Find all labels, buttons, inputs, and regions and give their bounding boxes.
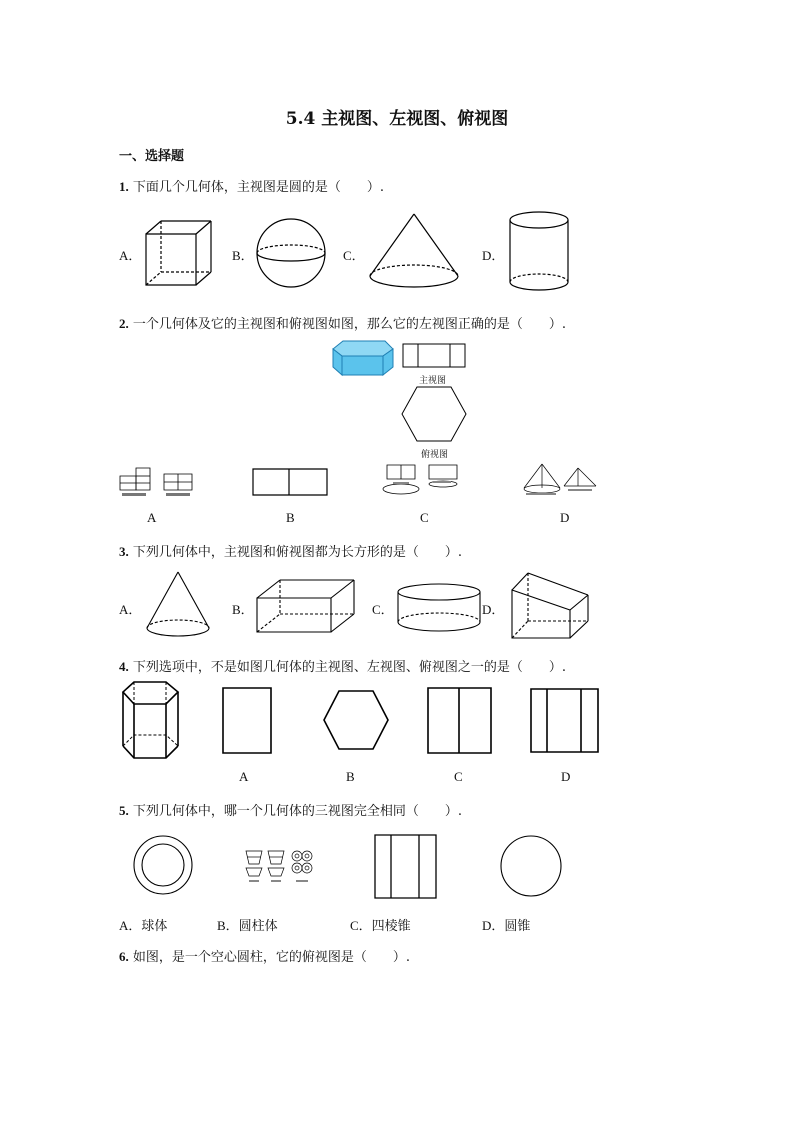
q1-option-b: B． — [232, 248, 254, 263]
q5-rectangle-figure — [374, 834, 438, 900]
top-view-hexagon — [400, 385, 468, 443]
q4-option-c: C — [454, 769, 463, 784]
wedge-prism-figure — [506, 570, 592, 642]
q5-small-views-figure — [244, 848, 314, 886]
q2-option-c: C — [420, 510, 429, 525]
q4-choice-c-figure — [427, 687, 493, 755]
q2-option-a: A — [147, 510, 157, 525]
cone-figure — [144, 570, 212, 642]
q1-option-a: A． — [119, 248, 142, 263]
q2-option-b: B — [286, 510, 295, 525]
q1-option-d: D． — [482, 248, 505, 263]
question-number: 5. — [119, 803, 129, 818]
q3-option-c: C． — [372, 602, 394, 617]
prism-front — [342, 356, 383, 375]
front-view-label: 主视图 — [419, 376, 447, 386]
question-3 — [119, 541, 462, 560]
question-2 — [119, 313, 566, 332]
q4-choice-b-figure — [322, 689, 390, 751]
question-6 — [119, 946, 410, 965]
question-number: 2. — [119, 316, 129, 331]
q2-option-d: D — [560, 510, 570, 525]
question-number: 3. — [119, 544, 129, 559]
hexagonal-prism-figure — [330, 339, 396, 379]
question-text: 下列几何体中，主视图和俯视图都为长方形的是（ ）. — [132, 545, 463, 560]
cone-figure — [368, 212, 460, 290]
question-4 — [119, 656, 566, 675]
q2-choice-b-figure — [252, 468, 328, 496]
q5-ring-figure — [132, 834, 194, 896]
question-text: 一个几何体及它的主视图和俯视图如图，那么它的左视图正确的是（ ）. — [132, 317, 567, 332]
question-text: 如图，是一个空心圆柱，它的俯视图是（ ）. — [132, 950, 411, 965]
q1-option-c: C． — [343, 248, 365, 263]
front-view-figure — [402, 343, 466, 369]
q4-option-d: D — [561, 769, 571, 784]
q3-option-d: D． — [482, 602, 505, 617]
question-number: 1. — [119, 179, 129, 194]
q4-choice-d-figure — [530, 688, 600, 754]
q5-option-c: C．四棱锥 — [350, 918, 411, 933]
section-heading: 一、选择题 — [119, 149, 185, 164]
cylinder-figure — [508, 210, 570, 292]
question-text: 下面几个几何体，主视图是圆的是（ ）. — [132, 180, 385, 195]
question-text: 下列选项中，不是如图几何体的主视图、左视图、俯视图之一的是（ ）. — [132, 660, 567, 675]
q2-choice-c-figure — [381, 462, 463, 498]
cube-figure — [145, 218, 215, 288]
top-view-label: 俯视图 — [421, 450, 449, 460]
question-1 — [119, 176, 384, 195]
cuboid-figure — [255, 578, 357, 636]
q5-option-a: A．球体 — [119, 918, 168, 933]
q4-option-b: B — [346, 769, 355, 784]
question-number: 4. — [119, 659, 129, 674]
question-text: 下列几何体中，哪一个几何体的三视图完全相同（ ）. — [132, 804, 463, 819]
cylinder-figure — [396, 582, 482, 634]
q5-circle-figure — [499, 834, 563, 898]
prism-top — [333, 341, 393, 356]
page-title: 5.4 主视图、左视图、俯视图 — [285, 109, 509, 129]
q5-option-b: B．圆柱体 — [217, 918, 278, 933]
q3-option-b: B． — [232, 602, 254, 617]
q4-option-a: A — [239, 769, 249, 784]
q2-choice-d-figure — [520, 462, 602, 498]
q5-option-d: D．圆锥 — [482, 918, 531, 933]
hexagonal-prism-figure — [120, 680, 182, 762]
q2-choice-a-figure — [118, 466, 198, 498]
q4-choice-a-figure — [222, 687, 272, 755]
question-5 — [119, 800, 462, 819]
q3-option-a: A． — [119, 602, 142, 617]
question-number: 6. — [119, 949, 129, 964]
sphere-figure — [256, 217, 328, 289]
